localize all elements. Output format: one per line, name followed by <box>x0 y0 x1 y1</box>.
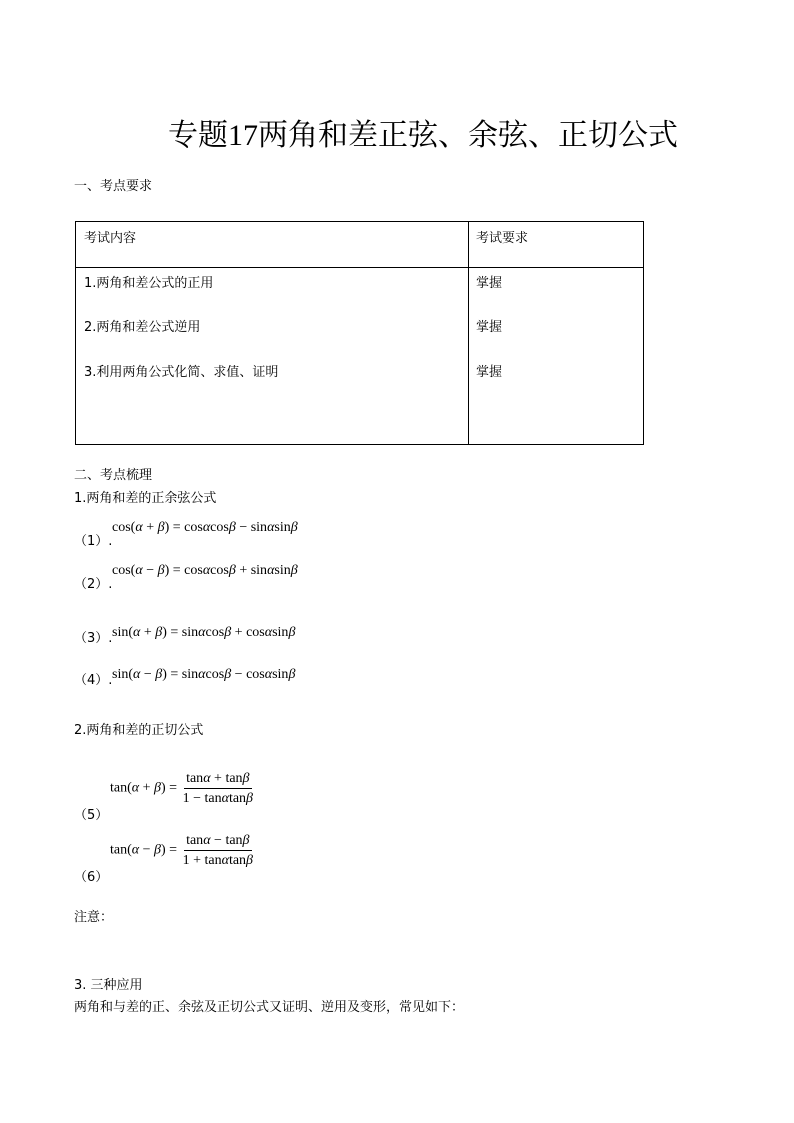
formula-tan-sum: tan(α + β) = $\frac{\tan\alpha + \tan\beta}{1 - \tan\alpha\tan\beta}$ <box>110 771 254 806</box>
table-column-divider <box>468 222 469 444</box>
applications-description: 两角和与差的正、余弦及正切公式又证明、逆用及变形，常见如下： <box>74 1000 465 1015</box>
formula-sin-sum: sin(α + β) = sinαcosβ + cosαsinβ <box>112 625 296 640</box>
formula-label-1: （1）. <box>74 534 113 549</box>
fraction: $\frac{\tan\alpha + \tan\beta}{1 - \tan\alpha\tan\beta}$ <box>182 771 254 806</box>
formula-label-4: （4）. <box>74 673 113 688</box>
table-cell-content: 2.两角和差公式逆用 <box>84 320 201 335</box>
formula-label-6: （6） <box>74 870 109 885</box>
page-title: 专题17两角和差正弦、余弦、正切公式 <box>168 119 678 152</box>
formula-cos-sum: cos(α + β) = cosαcosβ − sinαsinβ <box>112 520 298 535</box>
table-header-divider <box>76 267 643 268</box>
table-cell-content: 3.利用两角公式化简、求值、证明 <box>84 365 279 380</box>
subheading-sin-cos-formulas: 1.两角和差的正余弦公式 <box>74 491 217 506</box>
table-header-content: 考试内容 <box>84 231 137 246</box>
subheading-tan-formulas: 2.两角和差的正切公式 <box>74 723 204 738</box>
formula-label-5: （5） <box>74 808 109 823</box>
requirements-table <box>75 221 644 445</box>
table-cell-requirement: 掌握 <box>476 365 503 380</box>
section-heading-requirements: 一、考点要求 <box>74 179 153 194</box>
note-label: 注意： <box>74 910 114 925</box>
formula-label-2: （2）. <box>74 577 113 592</box>
table-cell-content: 1.两角和差公式的正用 <box>84 276 214 291</box>
formula-tan-difference: tan(α − β) = $\frac{\tan\alpha - \tan\beta}{1 + \tan\alpha\tan\beta}$ <box>110 833 254 868</box>
formula-label-3: （3）. <box>74 631 113 646</box>
subheading-three-applications: 3. 三种应用 <box>74 978 143 993</box>
table-cell-requirement: 掌握 <box>476 276 503 291</box>
table-cell-requirement: 掌握 <box>476 320 503 335</box>
formula-sin-difference: sin(α − β) = sinαcosβ − cosαsinβ <box>112 667 296 682</box>
fraction: $\frac{\tan\alpha - \tan\beta}{1 + \tan\alpha\tan\beta}$ <box>182 833 254 868</box>
table-header-requirement: 考试要求 <box>476 231 529 246</box>
formula-cos-difference: cos(α − β) = cosαcosβ + sinαsinβ <box>112 563 298 578</box>
section-heading-review: 二、考点梳理 <box>74 468 153 483</box>
